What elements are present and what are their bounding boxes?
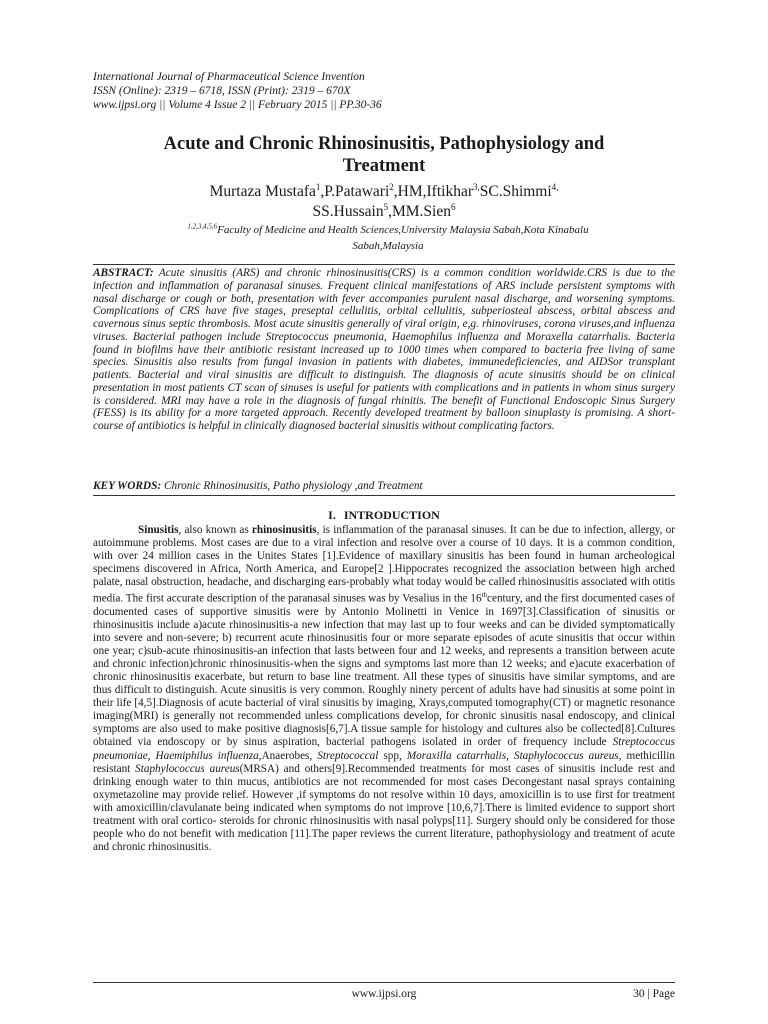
affiliation-line-2: Sabah,Malaysia [352,240,424,252]
abstract-top-rule [93,264,675,265]
journal-issue: www.ijpsi.org || Volume 4 Issue 2 || February 2015 || PP.30-36 [93,99,382,111]
intro-text-1: , also known as [178,524,252,536]
paper-page [93,0,675,1024]
author-3: ,HM,Iftikhar [393,183,473,200]
intro-text-6: , methicillin resistant [93,749,675,775]
term-rhinosinusitis: rhinosinusitis [251,524,317,536]
journal-header [93,70,675,112]
intro-text-5: spp, [378,749,407,762]
keywords-text: Chronic Rhinosinusitis, Patho physiology ,and Treatment [163,480,423,492]
pathogen-names-1: Streptococcus pneumoniae, Haemiphilus influenza [93,736,675,762]
intro-text-2: , is inflammation of the paranasal sinuses. It can be due to infection, allergy, or autoimmune problems. Most cases are due to a viral infection and resolve over a course of 10 days. It is a common condition, with over 24 million cases in the Unites States [1].Evidence of maxillary sinusitis has been found in human archeological specimens discovered in Africa, North America, and Europe[2 ].Hippocrates recognized the association between high arched palate, nasal obstruction, headache, and discharging ears-probably what today would be called rhinosinusitis associated with otitis media. The first accurate description of the paranasal sinuses was by Vesalius in the 16 [93,524,676,605]
footer-rule [93,982,675,983]
abstract-label: ABSTRACT: [93,267,154,279]
author-4-sup: 4, [551,181,559,192]
pathogen-names-4: Staphylococcus aureus [135,762,240,775]
author-5: SS.Hussain [312,203,384,220]
author-line-2 [93,202,675,222]
section-heading [93,508,675,522]
author-2-sup: 2 [389,181,394,192]
author-1-sup: 1 [315,181,321,192]
keywords [93,480,675,493]
author-6: ,MM.Sien [388,203,451,220]
affiliation-sup: 1,2,3,4,5,6 [187,222,218,231]
title-line-2: Treatment [342,156,426,176]
affiliation [133,222,643,254]
author-3-sup: 3, [472,181,480,192]
author-4: SC.Shimmi [479,183,552,200]
paper-title [93,133,675,177]
author-list [93,182,675,222]
author-2: ,P.Patawari [320,183,390,200]
intro-text-4: ,Anaerobes, [258,749,318,762]
keywords-label: KEY WORDS: [93,480,162,492]
intro-text-7: (MRSA) and others[9].Recommended treatments for most cases of sinusitis include rest and drinking enough water to thin mucus, antibiotics are not recommended for most cases Decongestant nasal sprays containing oxymetazoline may provide relief. However ,if symptoms do not resolve within 10 days, amoxicillin is to use first for treatment with amoxicillin/clavulanate being indicated when symptoms do not improve [10,6,7].There is limited evidence to support short treatment with oral cortico- steroids for chronic rhinosinusitis with nasal polyps[11]. Surgery should only be considered for those people who do not benefit with medication [11].The paper reviews the current literature, pathophysiology and treatment of acute and chronic rhinosinusitis. [93,762,675,853]
introduction-paragraph [93,524,675,854]
superscript-th: th [481,591,488,600]
journal-name: International Journal of Pharmaceutical Science Invention [93,71,365,83]
section-number: I. [328,508,336,522]
journal-issn: ISSN (Online): 2319 – 6718, ISSN (Print): 2319 – 670X [93,85,351,97]
section-title: INTRODUCTION [343,508,440,522]
author-6-sup: 6 [450,201,456,212]
pathogen-names-3: Moraxilla catarrhalis, Staphylococcus aureus [406,749,619,762]
author-5-sup: 5 [383,201,389,212]
footer-url: www.ijpsi.org [351,988,417,1000]
abstract-bottom-rule [93,495,675,496]
affiliation-text-1: Faculty of Medicine and Health Sciences,University Malaysia Sabah,Kota Kinabalu [217,224,589,236]
affiliation-line-1 [133,222,643,238]
pathogen-names-2: Streptococcal [317,749,379,762]
term-sinusitis: Sinusitis [138,524,179,536]
abstract [93,267,675,433]
abstract-text: Acute sinusitis (ARS) and chronic rhinosinusitis(CRS) is a common condition worldwide.CRS is due to the infection and inflammation of paranasal sinuses. Frequent clinical manifestations of ARS include persistent symptoms with nasal discharge or cough or both, presentation with fever accompanies purulent nasal discharge, and worsening symptoms. Complications of CRS have five stages, preseptal cellulitis, orbital cellulitis, subperiosteal abscess, orbital abscess and cavernous sinus septic thrombosis. Most acute sinusitis generally of viral origin, e,g. rhinoviruses, corona viruses,and influenza viruses. Bacterial pathogen include Streptococcus pneumonia, Haemophilus influenza and Moraxella catarrhalis. Bacteria found in biofilms have their antibiotic resistant increased up to 1000 times when compared to bacteria free living of same species. Sinusitis also results from fungal invasion in patients with diabetes, immunedeficiencies, and AIDSor transplant patients. Bacterial and viral sinusitis are difficult to distinguish. The diagnosis of acute sinusitis should be on clinical presentation in most patients CT scan of sinuses is useful for patients with complications and in patients in whom sinus surgery is considered. MRI may have a role in the diagnosis of fungal rhinitis. The benefit of Functional Endoscopic Sinus Surgery (FESS) is its ability for a more targeted approach. Recently developed treatment by balloon sinuplasty is promising. A short-course of antibiotics is helpful in clinically diagnosed bacterial sinusitis without complicating factors. [93,267,676,432]
author-line-1 [93,182,675,202]
author-1: Murtaza Mustafa [209,183,316,200]
title-line-1: Acute and Chronic Rhinosinusitis, Pathophysiology and [163,134,605,154]
page-number: 30 | Page [633,988,675,1000]
intro-text-3: century, and the first documented cases of documented cases of supportive sinusitis were by Antonio Molinetti in Venice in 1697[3].Classification of sinusitis or rhinosinusitis include a)acute rhinosinusitis-a new infection that may last up to four weeks and can be divided symptomatically into severe and non-severe; b) recurrent acute rhinosinusitis four or more separate episodes of acute sinusitis that occur within one year; c)sub-acute rhinosinusitis-an infection that lasts between four and 12 weeks, and represents a transition between acute and chronic infection)chronic rhinosinusitis-when the signs and symptoms last more than 12 weeks; and e)acute exacerbation of chronic rhinosinusitis exacerbate, but return to base line treatment. All these types of sinusitis have similar symptoms, and are thus difficult to distinguish. Acute sinusitis is very common. Roughly ninety percent of adults have had sinusitis at some point in their life [4,5].Diagnosis of acute bacterial of viral sinusitis by imaging, Xrays,computed tomography(CT) or magnetic resonance imaging(MRI) is generally not recommended unless complications develop, for chronic sinusitis nasal endoscopy, and clinical symptoms are also used to make positive diagnosis[6,7].A tissue sample for histology and cultures also be collected[8].Cultures obtained via endoscopy or by sinus aspiration, bacterial pathogens isolated in order of frequency include [93,592,675,749]
